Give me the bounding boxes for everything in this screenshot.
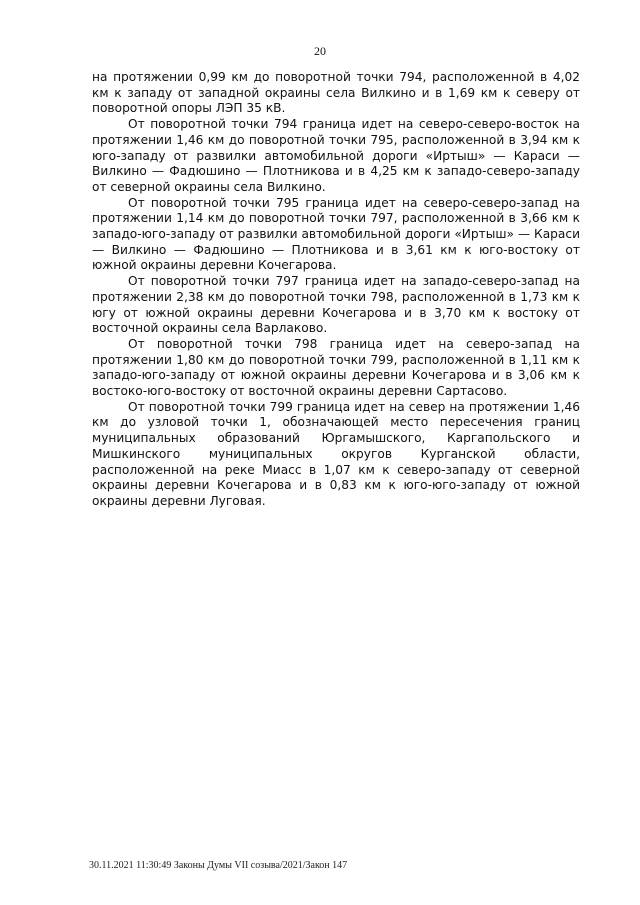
paragraph-point-797: От поворотной точки 797 граница идет на западо-северо-запад на протяжении 2,38 км до поворотной точки 798, расположенной в 1,73 км к югу от южной окраины деревни Кочегарова и в 3,70 км к востоку от восточной окраины села Варлаково. [92,274,580,336]
paragraph-point-795: От поворотной точки 795 граница идет на северо-северо-запад на протяжении 1,14 км до поворотной точки 797, расположенной в 3,66 км к западо-юго-западу от развилки автомобильной дороги «Иртыш» — Караси — Вилкино — Фадюшино — Плотникова и в 3,61 км к юго-востоку от южной окраины деревни Кочегарова. [92,195,580,273]
page-number: 20 [314,44,326,58]
paragraph-point-794: От поворотной точки 794 граница идет на северо-северо-восток на протяжении 1,46 км до поворотной точки 795, расположенной в 3,94 км к юго-западу от развилки автомобильной дороги «Иртыш» — Караси — Вилкино — Фадюшино — Плотникова и в 4,25 км к западо-северо-западу от северной окраины села Вилкино. [92,117,580,194]
document-body [92,70,580,510]
paragraph-point-798: От поворотной точки 798 граница идет на северо-запад на протяжении 1,80 км до поворотной точки 799, расположенной в 1,11 км к западо-юго-западу от южной окраины деревни Кочегарова и в 3,06 км к востоко-юго-востоку от восточной окраины деревни Сартасово. [92,336,580,399]
paragraph-continuation: на протяжении 0,99 км до поворотной точки 794, расположенной в 4,02 км к западу от западной окраины села Вилкино и в 1,69 км к северу от поворотной опоры ЛЭП 35 кВ. [92,70,580,116]
paragraph-point-799: От поворотной точки 799 граница идет на север на протяжении 1,46 км до узловой точки 1, обозначающей место пересечения границ муниципальных образований Юргамышского, Каргапольского и Мишкинского муниципальных округов Курганской области, расположенной на реке Миасс в 1,07 км к северо-западу от северной окраины деревни Кочегарова и в 0,83 км к юго-юго-западу от южной окраины деревни Луговая. [92,399,580,508]
document-footer: 30.11.2021 11:30:49 Законы Думы VII созыва/2021/Закон 147 [89,860,348,871]
